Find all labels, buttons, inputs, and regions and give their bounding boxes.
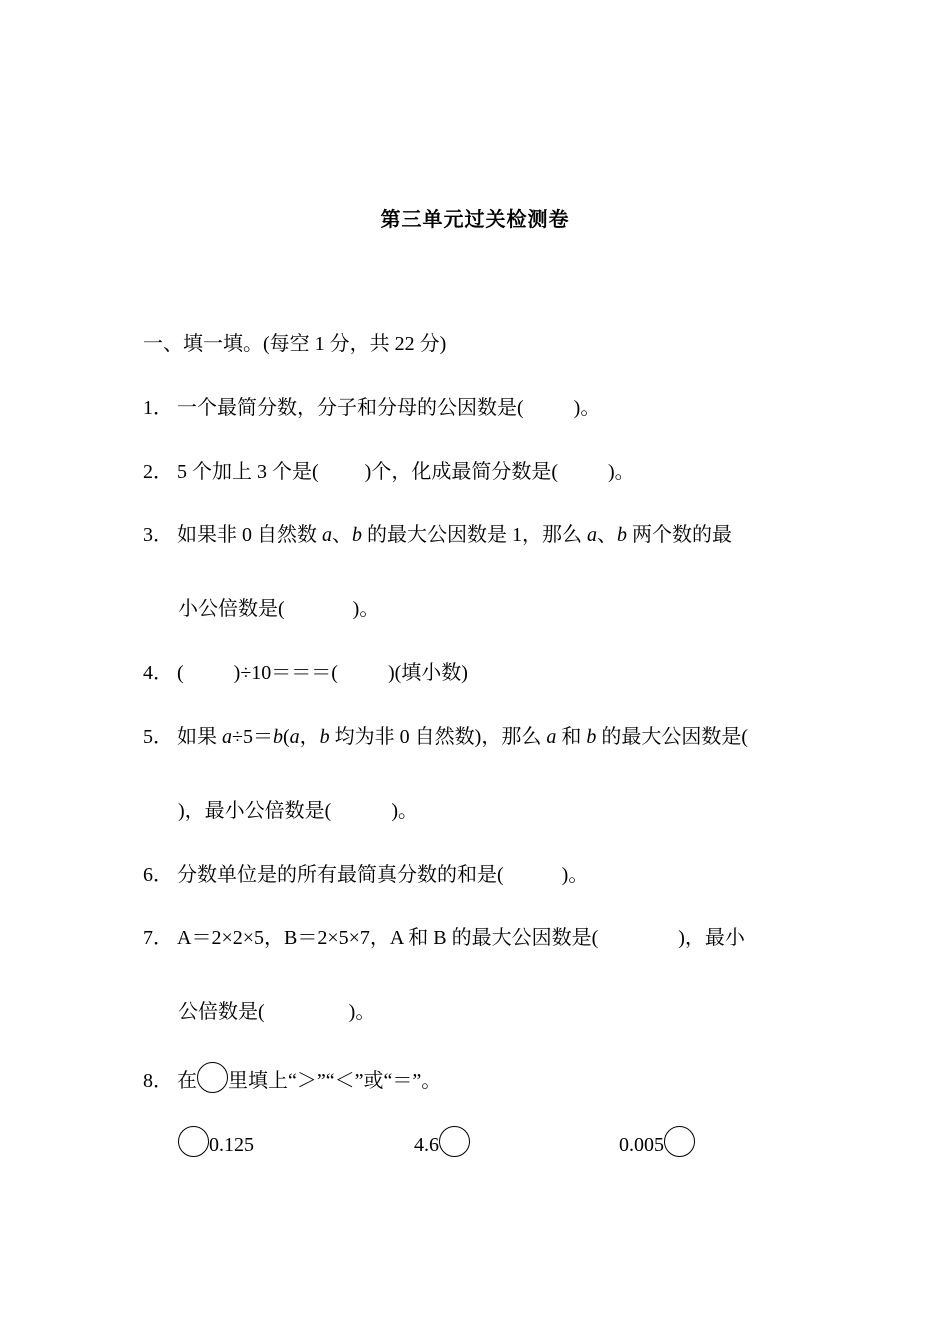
- question-text-end: )。: [391, 800, 418, 822]
- variable-b: b: [586, 726, 597, 748]
- question-8: [143, 1062, 441, 1094]
- question-text: 和: [556, 726, 587, 748]
- variable-a: a: [322, 524, 332, 546]
- question-text: 小公倍数是(: [178, 598, 285, 620]
- question-text: ，: [299, 726, 320, 748]
- question-text-end: )。: [608, 461, 635, 483]
- question-6: [143, 862, 588, 888]
- question-text: )(填小数): [387, 662, 468, 684]
- question-text: (: [177, 662, 184, 684]
- question-number: 3．: [143, 524, 173, 546]
- compare-item-3: [619, 1126, 695, 1158]
- question-number: 8．: [143, 1070, 173, 1092]
- compare-value: 0.125: [209, 1134, 254, 1156]
- question-number: 4．: [143, 662, 173, 684]
- question-1: [143, 395, 600, 421]
- question-text: 两个数的最: [627, 524, 732, 546]
- question-5-line-2: [178, 798, 418, 824]
- question-text: 在: [177, 1070, 197, 1092]
- circle-blank-icon[interactable]: [439, 1126, 470, 1157]
- circle-blank-icon[interactable]: [178, 1126, 209, 1157]
- question-text: 里填上“＞”“＜”或“＝”。: [228, 1070, 442, 1092]
- question-3: [143, 522, 732, 548]
- question-text: ÷5＝: [232, 726, 273, 748]
- question-text: 、: [332, 524, 352, 546]
- question-7-line-2: [178, 999, 375, 1025]
- variable-a: a: [222, 726, 232, 748]
- question-number: 2．: [143, 461, 173, 483]
- question-text: 的最大公因数是(: [596, 726, 748, 748]
- compare-value: 0.005: [619, 1134, 664, 1156]
- variable-a: a: [546, 726, 557, 748]
- question-text: 一个最简分数，分子和分母的公因数是(: [177, 397, 524, 419]
- variable-b: b: [352, 524, 362, 546]
- question-text: (: [282, 726, 290, 748]
- section-heading: 一、填一填。(每空 1 分，共 22 分): [143, 333, 447, 355]
- compare-item-1: [178, 1126, 254, 1158]
- question-text: 分数单位是的所有最简真分数的和是(: [177, 864, 504, 886]
- question-3-line-2: [178, 596, 379, 622]
- question-number: 6．: [143, 864, 173, 886]
- question-text: )，最小: [678, 927, 745, 949]
- page-title: 第三单元过关检测卷: [380, 209, 570, 231]
- variable-b: b: [319, 726, 330, 748]
- question-text-end: )。: [352, 598, 380, 620]
- question-number: 7．: [143, 927, 173, 949]
- question-text: 公倍数是(: [178, 1001, 265, 1023]
- question-7: [143, 925, 745, 951]
- question-text: 如果: [177, 726, 222, 748]
- question-2: [143, 459, 635, 485]
- circle-blank-icon: [197, 1062, 228, 1093]
- variable-b: b: [617, 524, 627, 546]
- question-text: )个，化成最简分数是(: [364, 461, 558, 483]
- question-4: [143, 660, 468, 686]
- question-text-end: )。: [573, 397, 601, 419]
- question-text-end: )。: [348, 1001, 376, 1023]
- question-text: 5 个加上 3 个是(: [177, 461, 319, 483]
- compare-value: 4.6: [414, 1134, 439, 1156]
- compare-item-2: [414, 1126, 470, 1158]
- question-text: )÷10＝＝＝(: [233, 662, 338, 684]
- question-text: 均为非 0 自然数)，那么: [329, 726, 547, 748]
- question-text: 如果非 0 自然数: [177, 524, 322, 546]
- variable-b: b: [272, 726, 283, 748]
- question-number: 5．: [143, 726, 173, 748]
- question-text-end: )。: [561, 864, 589, 886]
- circle-blank-icon[interactable]: [664, 1126, 695, 1157]
- question-text: A＝2×2×5，B＝2×5×7，A 和 B 的最大公因数是(: [177, 927, 599, 949]
- question-text: 、: [597, 524, 617, 546]
- question-text: 的最大公因数是 1，那么: [362, 524, 587, 546]
- question-number: 1．: [143, 397, 173, 419]
- variable-a: a: [587, 524, 597, 546]
- question-5: [143, 724, 748, 750]
- variable-a: a: [289, 726, 300, 748]
- question-text: )，最小公倍数是(: [178, 800, 332, 822]
